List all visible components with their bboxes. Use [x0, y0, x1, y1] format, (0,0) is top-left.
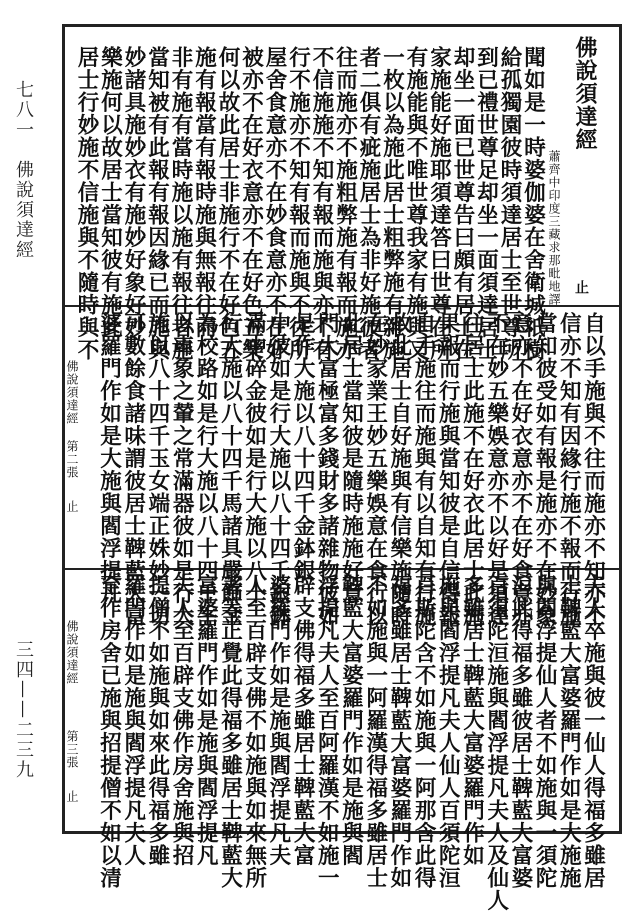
text-column: 福多雖居士鞞藍大富婆羅門作如 — [386, 574, 412, 889]
note-page-2: 第三張 — [65, 730, 79, 769]
text-column: 可數餘食諸味謂彼居士鞞藍大富 — [120, 312, 146, 627]
text-column: 門大富極富多錢財多諸雜物彼如 — [314, 312, 340, 627]
margin-top-label: 七八一 佛說須達經 — [13, 80, 34, 260]
text-column: 往居士此施不在好衣此居士此施 — [459, 312, 485, 627]
text-column: 與閻浮提仙人者不如施與一須陀 — [532, 574, 558, 889]
text-column: 施與閻浮提凡夫人仙人百須陀洹 — [435, 574, 461, 889]
text-column: 婆羅門作如是施與閻浮提凡夫 — [265, 574, 291, 867]
text-column: 至作房舍已施與招提僧不如以清 — [96, 574, 122, 889]
text-column: 夫人卒施與彼一仙人得福多雖居 — [580, 574, 606, 889]
text-column: 多雖居士鞞藍大富婆羅門作如 — [459, 574, 485, 867]
text-column: 却坐一面已世尊告曰頗有居士在 — [450, 46, 475, 361]
text-column: 有施能與不唯世尊我家有施與又 — [403, 46, 428, 361]
text-column: 何以故此居士非施行不在好色五 — [215, 46, 240, 361]
text-column: 為校路如是行大施以八十四千牛 — [193, 312, 219, 627]
margin-bottom-label: 三四——二三九 — [13, 640, 34, 780]
text-column: 富婆羅門作如是施與閻浮提凡 — [193, 574, 219, 867]
translator-line: 蕭齊中印度三藏求那毗地譯 — [547, 150, 561, 306]
text-column: 人至百辟支佛不如施與如來無所 — [241, 574, 267, 889]
text-column: 行不施亦不知有報而施與不往所 — [285, 46, 311, 361]
text-column: 此居士當知彼是隨時施施好意 — [338, 312, 364, 605]
text-column: 當知彼受如有報是施亦不在妙象 — [532, 312, 558, 627]
text-column: 樂施何以故居士當知彼有施此 — [97, 46, 123, 339]
text-column: 到已禮世尊足却坐一面須達居士 — [473, 46, 499, 361]
text-column: 故此居士自好施與有信樂施隨時 — [386, 312, 412, 627]
text-column: 者二俱有疵施居士為非好施彼者 — [356, 46, 381, 361]
text-column: 百斯陀含不如施與一阿那含此得 — [411, 574, 437, 889]
text-column: 果報而行施與當知彼是自信得報 — [435, 312, 461, 627]
text-column: 百須陀洹施與閻浮提凡夫人及仙人 — [483, 574, 509, 912]
text-column: 施有報當有報時施與無報往而 — [191, 46, 217, 339]
text-column: 給孤獨園彼時須達居士至世尊所 — [497, 46, 522, 361]
text-column: 不信施施不知有報而施與亦不有 — [309, 46, 334, 361]
text-column: 中彼如是行大施以八十四千銀鉢 — [265, 312, 291, 627]
text-column: 不在妙五樂娛意亦不以好是須達 — [483, 312, 509, 627]
text-column: 辟支佛得福多雖居士鞞藍大富 — [290, 574, 316, 867]
text-column: 婆羅門作如是大施與閻浮提凡 — [96, 312, 122, 605]
text-column: 不如施與一阿羅漢得福多雖居士 — [362, 574, 388, 889]
text-column: 浮提凡夫人至百阿羅漢不如施一 — [314, 574, 340, 889]
text-column: 鞞藍大富婆羅門作如是施與閻 — [338, 574, 364, 867]
sutra-title: 佛說須達經 — [572, 36, 598, 151]
text-column: 家施能好施耶須達答曰世尊在所 — [426, 46, 452, 361]
text-column: 洹此得福多雖彼居士鞞藍大富婆 — [507, 574, 533, 889]
text-column: 妙諸具施妙衣有施妙好象好妙 — [121, 46, 146, 339]
note-mark-1: 止 — [65, 500, 79, 513]
text-column: 在妙家業王妙五樂娛意在食行以 — [362, 312, 388, 627]
text-column: 士鞞藍大富婆羅門作如是大施施 — [556, 574, 582, 889]
text-column: 提僧不如施與如來此得福多雖 — [144, 574, 170, 867]
text-column: 一枚以為施此居士粗弊施有雜施 — [379, 46, 405, 361]
end-mark: 止 — [573, 280, 589, 295]
text-column: 行大施以八十四千馬諸具嚴飾金 — [217, 312, 243, 627]
text-column: 自以手施與不往而施亦不知亦不 — [580, 312, 606, 627]
text-column: 滿中碎金彼如是行大施以八十 — [241, 312, 267, 605]
text-column: 非有施有當時施以施有報往者施 — [168, 46, 193, 361]
text-column: 被亦不在好衣意亦不在好色五樂 — [238, 46, 264, 361]
text-column: 聞如是一時婆伽婆在舍衛城祇樹 — [520, 46, 546, 361]
text-column: 意亦不在好衣意亦不在好食意亦 — [507, 312, 533, 627]
text-column: 羅門作如是施與閻浮提凡夫人 — [120, 574, 146, 867]
note-sutra-2: 佛說須達經 — [65, 620, 79, 685]
text-column: 是作大施以八十四千金鉢銀 — [290, 312, 316, 582]
text-column: 施以八十四千玉女端正姝妙一切 — [144, 312, 170, 627]
note-page-1: 第二張 — [65, 440, 79, 479]
text-column: 夫人至百辟支佛作房舍施與招 — [169, 574, 195, 867]
text-column: 以車象之輦之常滿器彼如是行大 — [169, 312, 195, 627]
text-column: 自手施往而施與有以自知有行施 — [411, 312, 437, 627]
text-column: 居士行妙施不信施與不隨時與不 — [74, 46, 99, 361]
text-column: 屋舍食意亦不在妙食意亦不在好 — [262, 46, 287, 361]
text-column: 往而施亦不施粗弊施有報而施亦 — [332, 46, 358, 361]
note-sutra-1: 佛說須達經 — [65, 360, 79, 425]
note-mark-2: 止 — [65, 790, 79, 803]
text-column: 信亦不知有因緣行施不報而行施 — [556, 312, 582, 627]
text-column: 當知被有此報有報因緣已而施與 — [144, 46, 170, 361]
text-column: 著等正覺此得福多雖居士鞞藍大 — [217, 574, 243, 889]
